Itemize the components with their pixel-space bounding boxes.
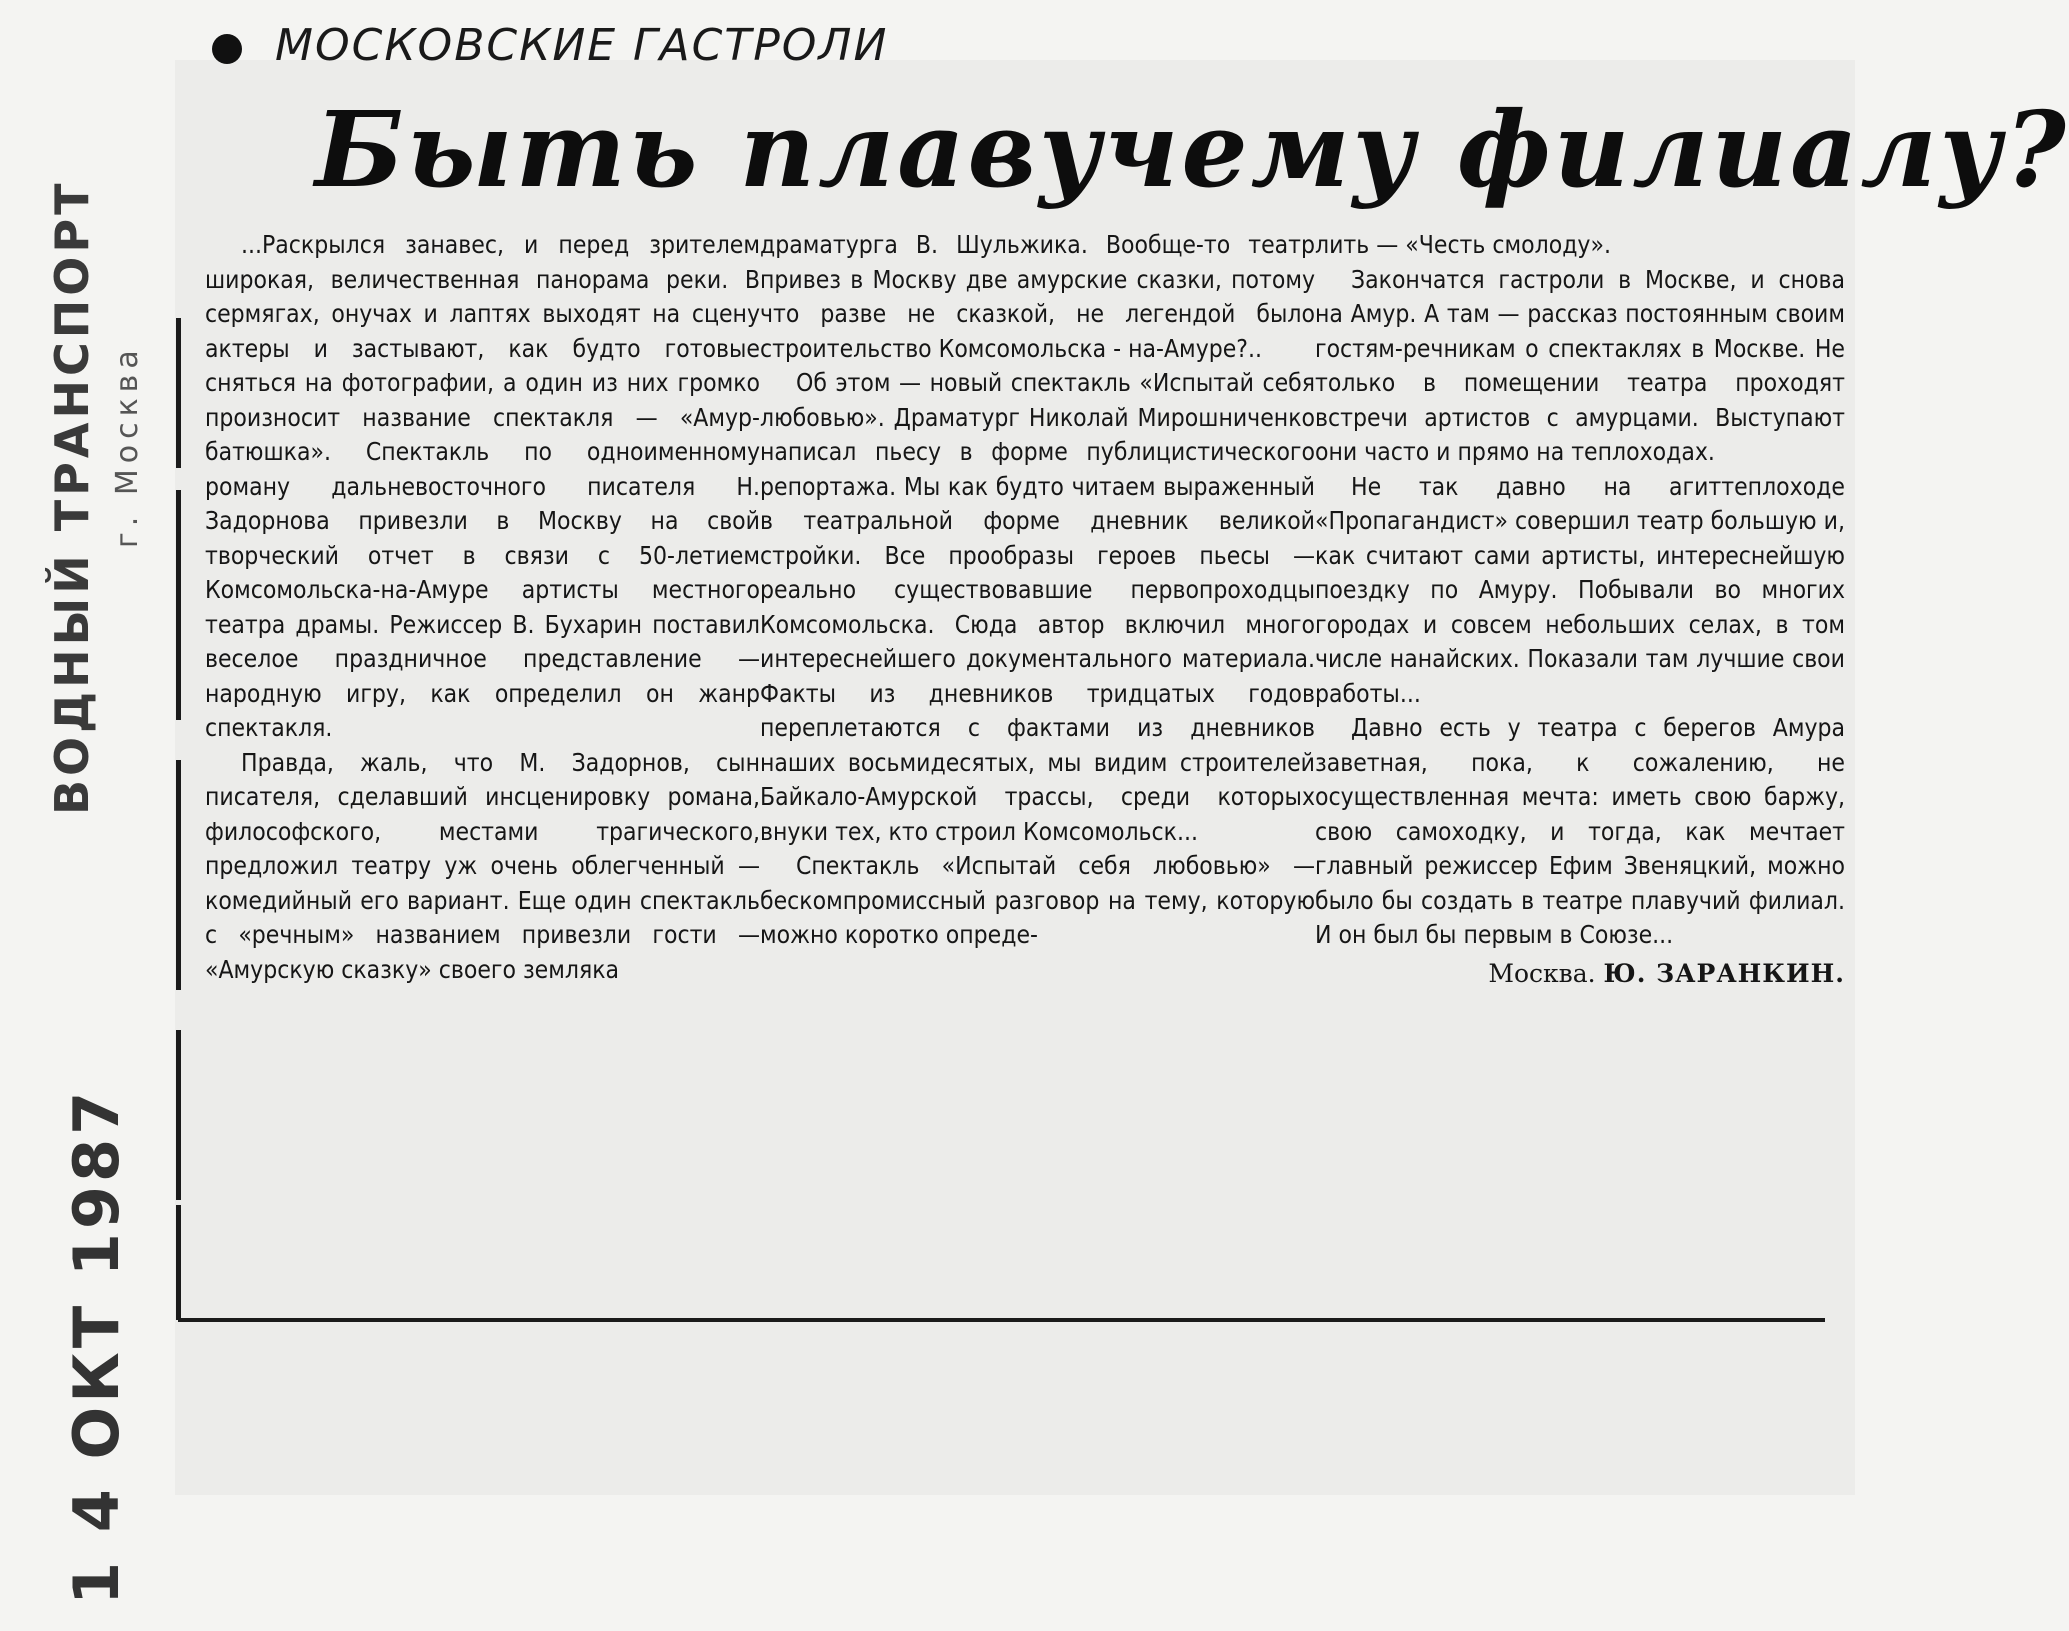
signature-author: Ю. ЗАРАНКИН.: [1603, 958, 1845, 988]
newspaper-stamp: ВОДНЫЙ ТРАНСПОРТ: [45, 179, 99, 815]
margin-bar: [176, 760, 181, 990]
article-paragraph: драматурга В. Шульжика. Вообще-то театр привез в Москву две амурские сказки, потому что разве не сказкой, не легендой было строительство Комсомольска - на-Амуре?..: [760, 230, 1315, 363]
signature-city: Москва.: [1488, 958, 1596, 988]
article-paragraph: Об этом — новый спектакль «Испытай себя любовью». Драматург Николай Мирошниченко написал пьесу в форме публицистического репортажа. Мы как будто читаем выраженный в театральной форме дневник великой стройки. Все прообразы героев пьесы — реально существовавшие первопроходцы Комсомольска. Сюда автор включил много интереснейшего документального материала. Факты из дневников тридцатых годов переплетаются с фактами из дневников наших восьмидесятых, мы видим строителей Байкало-Амурской трассы, среди которых внуки тех, кто строил Комсомольск...: [760, 368, 1315, 846]
article-headline: Быть плавучему филиалу?: [315, 88, 2069, 211]
margin-bar: [176, 318, 181, 468]
article-paragraph: ...Раскрылся занавес, и перед зрителем широкая, величественная панорама реки. В сермягах, онучах и лаптях выходят на сцену актеры и застывают, как будто готовые сняться на фотографии, а один из них громко произносит название спектакля — «Амур-батюшка». Спектакль по одноименному роману дальневосточного писателя Н. Задорнова привезли в Москву на свой творческий отчет в связи с 50-летием Комсомольска-на-Амуре артисты местного театра драмы. Режиссер В. Бухарин поставил веселое праздничное представление — народную игру, как определил он жанр спектакля.: [205, 230, 760, 742]
article-paragraph: Правда, жаль, что М. Задорнов, сын писателя, сделавший инсценировку романа, философского, местами трагического, предложил театру уж очень облегченный — комедийный его вариант. Еще один спектакль с «речным» названием привезли гости — «Амурскую сказку» своего земляка: [205, 747, 760, 984]
signature: [1315, 957, 1845, 992]
margin-bar: [176, 1205, 181, 1320]
city-stamp: г. Москва: [110, 344, 145, 548]
date-stamp: 1 4 ОКТ 1987: [60, 1087, 133, 1605]
article-paragraph: Не так давно на агиттеплоходе «Пропагандист» совершил театр большую и, как считают сами артисты, интереснейшую поездку по Амуру. Побывали во многих городах и совсем небольших селах, в том числе нанайских. Показали там лучшие свои работы...: [1315, 471, 1845, 708]
article-column-1: [205, 228, 760, 987]
article-column-3: [1315, 228, 1845, 991]
article-paragraph: Спектакль «Испытай себя любовью» — бескомпромиссный разговор на тему, которую можно коротко опреде-: [760, 851, 1315, 949]
article-paragraph: лить — «Честь смолоду».: [1315, 230, 1611, 259]
margin-bar: [176, 1030, 181, 1200]
bottom-rule: [178, 1318, 1825, 1322]
article-paragraph: Давно есть у театра с берегов Амура заветная, пока, к сожалению, не осуществленная мечта: иметь свою баржу, свою самоходку, и тогда, как мечтает главный режиссер Ефим Звеняцкий, можно было бы создать в театре плавучий филиал. И он был бы первым в Союзе...: [1315, 713, 1845, 949]
rubric-title: МОСКОВСКИЕ ГАСТРОЛИ: [275, 20, 889, 71]
article-column-2: [760, 228, 1315, 953]
bullet-icon: [212, 34, 242, 64]
article-paragraph: Закончатся гастроли в Москве, и снова на Амур. А там — рассказ постоянным своим гостям-речникам о спектаклях в Москве. Не только в помещении театра проходят встречи артистов с амурцами. Выступают они часто и прямо на теплоходах.: [1315, 264, 1845, 466]
margin-bar: [176, 490, 181, 720]
